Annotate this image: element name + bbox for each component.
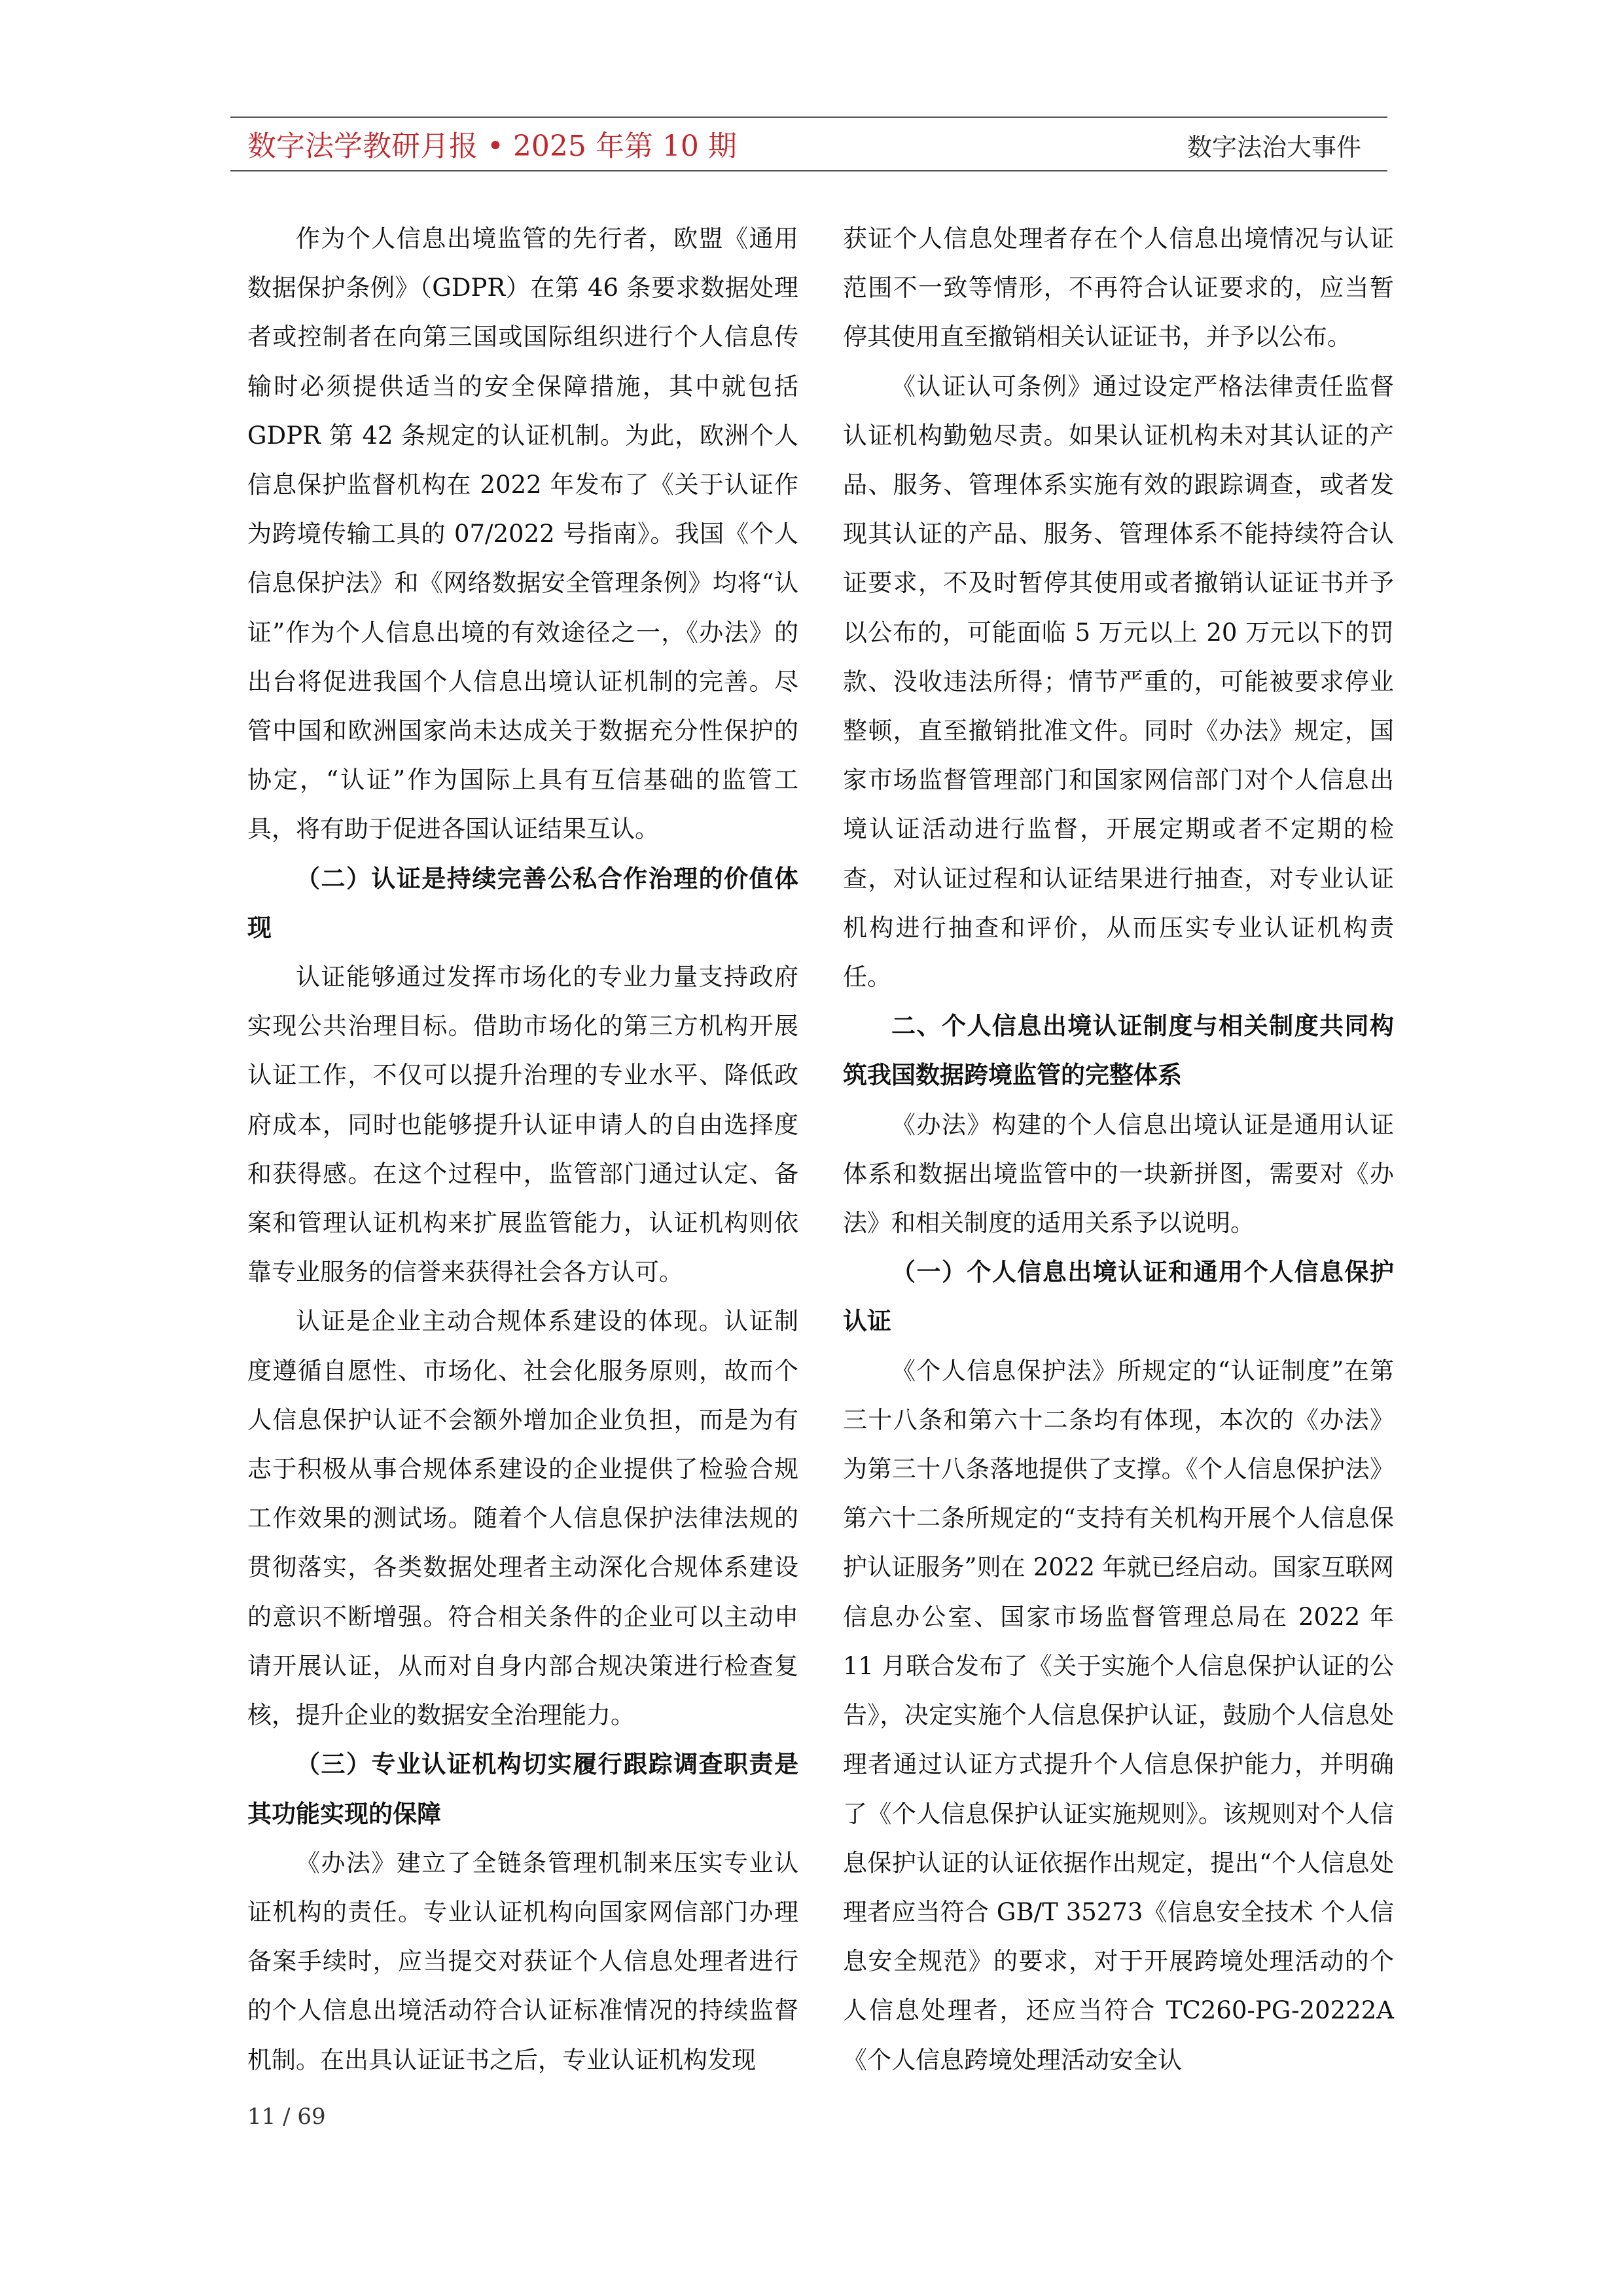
journal-title: 数字法学教研月报 • 2025 年第 10 期 [247,130,737,163]
section-title: 数字法治大事件 [1186,133,1361,162]
right-column [843,214,1394,2085]
body-paragraph: 认证是企业主动合规体系建设的体现。认证制度遵循自愿性、市场化、社会化服务原则，故而个人信息保护认证不会额外增加企业负担，而是为有志于积极从事合规体系建设的企业提供了检验合规工作效果的测试场。随着个人信息保护法律法规的贯彻落实，各类数据处理者主动深化合规体系建设的意识不断增强。符合相关条件的企业可以主动申请开展认证，从而对自身内部合规决策进行检查复核，提升企业的数据安全治理能力。 [247,1307,798,1730]
section-heading: （一）个人信息出境认证和通用个人信息保护认证 [843,1257,1394,1336]
section-heading: （三）专业认证机构切实履行跟踪调查职责是其功能实现的保障 [247,1749,798,1828]
continued-paragraph: 获证个人信息处理者存在个人信息出境情况与认证范围不一致等情形，不再符合认证要求的，应当暂停其使用直至撤销相关认证证书，并予以公布。 [843,224,1394,351]
left-column [247,214,798,2085]
body-paragraph: 认证能够通过发挥市场化的专业力量支持政府实现公共治理目标。借助市场化的第三方机构开展认证工作，不仅可以提升治理的专业水平、降低政府成本，同时也能够提升认证申请人的自由选择度和获得感。在这个过程中，监管部门通过认定、备案和管理认证机构来扩展监管能力，认证机构则依靠专业服务的信誉来获得社会各方认可。 [247,963,798,1287]
header-bottom-rule [230,170,1387,171]
section-heading: 二、个人信息出境认证制度与相关制度共同构筑我国数据跨境监管的完整体系 [843,1011,1394,1090]
body-paragraph: 《认证认可条例》通过设定严格法律责任监督认证机构勤勉尽责。如果认证机构未对其认证的产品、服务、管理体系实施有效的跟踪调查，或者发现其认证的产品、服务、管理体系不能持续符合认证要求，不及时暂停其使用或者撤销认证证书并予以公布的，可能面临 5 万元以上 20 万元以下的罚款、没收违法所得；情节严重的，可能被要求停业整顿，直至撤销批准文件。同时《办法》规定，国家市场监督管理部门和国家网信部门对个人信息出境认证活动进行监督，开展定期或者不定期的检查，对认证过程和认证结果进行抽查，对专业认证机构进行抽查和评价，从而压实专业认证机构责任。 [843,372,1394,992]
body-paragraph: 《个人信息保护法》所规定的“认证制度”在第三十八条和第六十二条均有体现，本次的《办法》为第三十八条落地提供了支撑。《个人信息保护法》第六十二条所规定的“支持有关机构开展个人信息保护认证服务”则在 2022 年就已经启动。国家互联网信息办公室、国家市场监督管理总局在 2022 年 11 月联合发布了《关于实施个人信息保护认证的公告》，决定实施个人信息保护认证，鼓励个人信息处理者通过认证方式提升个人信息保护能力，并明确了《个人信息保护认证实施规则》。该规则对个人信息保护认证的认证依据作出规定，提出“个人信息处理者应当符合 GB/T 35273《信息安全技术 个人信息安全规范》的要求，对于开展跨境处理活动的个人信息处理者，还应当符合 TC260-PG-20222A《个人信息跨境处理活动安全认 [843,1356,1394,2074]
section-heading: （二）认证是持续完善公私合作治理的价值体现 [247,863,798,942]
body-paragraph: 《办法》构建的个人信息出境认证是通用认证体系和数据出境监管中的一块新拼图，需要对《办法》和相关制度的适用关系予以说明。 [843,1110,1394,1238]
body-paragraph: 《办法》建立了全链条管理机制来压实专业认证机构的责任。专业认证机构向国家网信部门办理备案手续时，应当提交对获证个人信息处理者进行的个人信息出境活动符合认证标准情况的持续监督机制。在出具认证证书之后，专业认证机构发现 [247,1848,798,2074]
page-number: 11 / 69 [247,2104,326,2130]
header-top-rule [230,117,1387,118]
body-paragraph: 作为个人信息出境监管的先行者，欧盟《通用数据保护条例》（GDPR）在第 46 条要求数据处理者或控制者在向第三国或国际组织进行个人信息传输时必须提供适当的安全保障措施，其中就包括 GDPR 第 42 条规定的认证机制。为此，欧洲个人信息保护监督机构在 2022 年发布了《关于认证作为跨境传输工具的 07/2022 号指南》。我国《个人信息保护法》和《网络数据安全管理条例》均将“认证”作为个人信息出境的有效途径之一，《办法》的出台将促进我国个人信息出境认证机制的完善。尽管中国和欧洲国家尚未达成关于数据充分性保护的协定，“认证”作为国际上具有互信基础的监管工具，将有助于促进各国认证结果互认。 [247,224,798,844]
